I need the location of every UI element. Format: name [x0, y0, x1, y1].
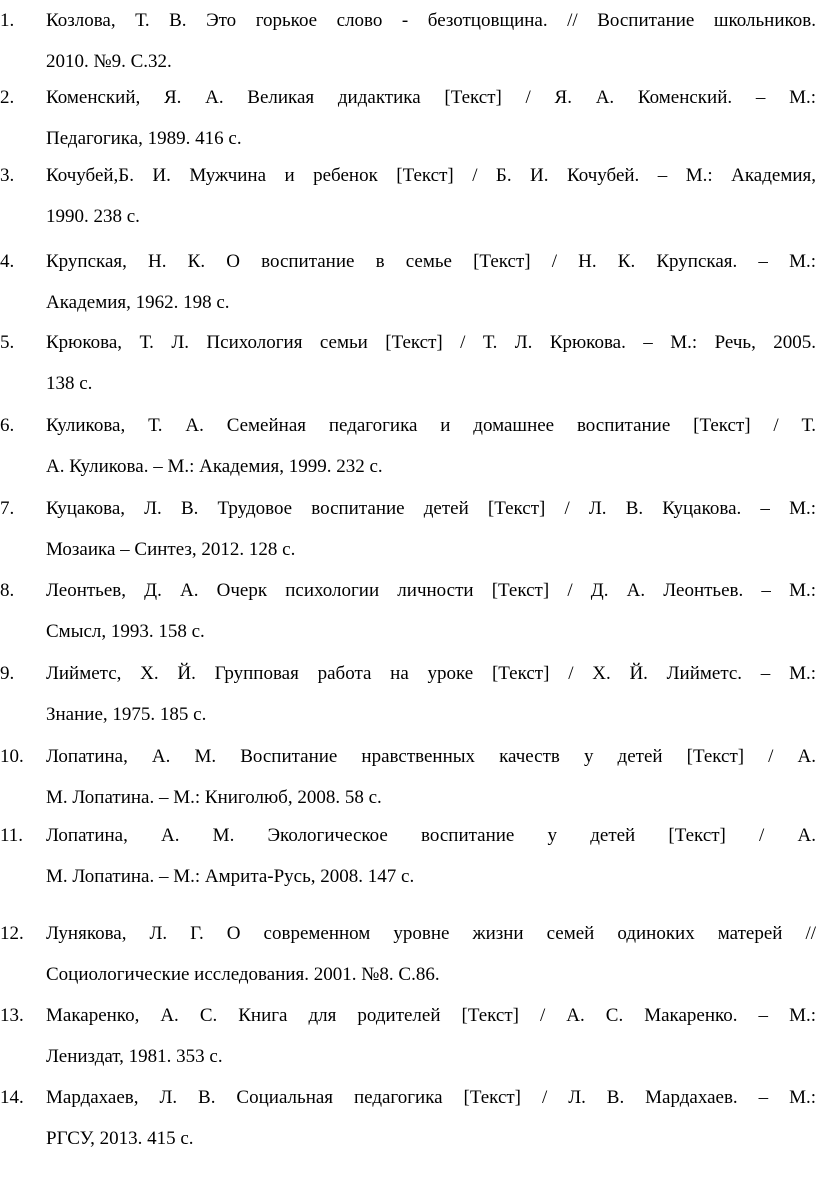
reference-line: Лопатина, А. М. Воспитание нравственных качеств у детей [Текст] / А. [46, 746, 816, 767]
reference-text [46, 0, 816, 82]
reference-number: 11. [0, 825, 24, 846]
reference-text [46, 736, 816, 818]
reference-line: Мозаика – Синтез, 2012. 128 с. [46, 539, 296, 560]
reference-line: Мардахаев, Л. В. Социальная педагогика [Текст] / Л. В. Мардахаев. – М.: [46, 1087, 816, 1108]
reference-number: 7. [0, 498, 15, 519]
reference-number: 14. [0, 1087, 24, 1108]
reference-line: Лийметс, Х. Й. Групповая работа на уроке [Текст] / Х. Й. Лийметс. – М.: [46, 663, 816, 684]
reference-line: РГСУ, 2013. 415 с. [46, 1128, 194, 1149]
reference-line: Лопатина, А. М. Экологическое воспитание у детей [Текст] / А. [46, 825, 816, 846]
reference-line: Куцакова, Л. В. Трудовое воспитание детей [Текст] / Л. В. Куцакова. – М.: [46, 498, 816, 519]
reference-line: 1990. 238 с. [46, 206, 140, 227]
reference-text [46, 322, 816, 404]
reference-number: 12. [0, 923, 24, 944]
reference-line: Смысл, 1993. 158 с. [46, 621, 205, 642]
reference-number: 5. [0, 332, 15, 353]
reference-line: Козлова, Т. В. Это горькое слово - безотцовщина. // Воспитание школьников. [46, 10, 816, 31]
reference-text [46, 1077, 816, 1159]
reference-text [46, 155, 816, 237]
reference-line: А. Куликова. – М.: Академия, 1999. 232 с. [46, 456, 383, 477]
reference-line: М. Лопатина. – М.: Книголюб, 2008. 58 с. [46, 787, 382, 808]
reference-text [46, 405, 816, 487]
reference-line: Лунякова, Л. Г. О современном уровне жизни семей одиноких матерей // [46, 923, 816, 944]
reference-line: Знание, 1975. 185 с. [46, 704, 207, 725]
reference-line: Макаренко, А. С. Книга для родителей [Текст] / А. С. Макаренко. – М.: [46, 1005, 816, 1026]
reference-number: 1. [0, 10, 15, 31]
reference-number: 2. [0, 87, 15, 108]
reference-line: Академия, 1962. 198 с. [46, 292, 230, 313]
reference-line: Педагогика, 1989. 416 с. [46, 128, 242, 149]
reference-number: 9. [0, 663, 15, 684]
reference-line: 138 с. [46, 373, 93, 394]
reference-line: Крупская, Н. К. О воспитание в семье [Текст] / Н. К. Крупская. – М.: [46, 251, 816, 272]
reference-line: М. Лопатина. – М.: Амрита-Русь, 2008. 147 с. [46, 866, 415, 887]
reference-text [46, 241, 816, 323]
reference-line: Кочубей,Б. И. Мужчина и ребенок [Текст] / Б. И. Кочубей. – М.: Академия, [46, 165, 816, 186]
reference-number: 6. [0, 415, 15, 436]
reference-text [46, 913, 816, 995]
reference-text [46, 570, 816, 652]
reference-number: 13. [0, 1005, 24, 1026]
reference-line: Куликова, Т. А. Семейная педагогика и домашнее воспитание [Текст] / Т. [46, 415, 816, 436]
reference-text [46, 488, 816, 570]
reference-line: Социологические исследования. 2001. №8. С.86. [46, 964, 440, 985]
reference-line: Коменский, Я. А. Великая дидактика [Текст] / Я. А. Коменский. – М.: [46, 87, 816, 108]
reference-line: 2010. №9. С.32. [46, 51, 172, 72]
reference-text [46, 77, 816, 159]
reference-number: 3. [0, 165, 15, 186]
reference-number: 8. [0, 580, 15, 601]
reference-number: 4. [0, 251, 15, 272]
reference-text [46, 815, 816, 897]
reference-text [46, 653, 816, 735]
reference-line: Крюкова, Т. Л. Психология семьи [Текст] / Т. Л. Крюкова. – М.: Речь, 2005. [46, 332, 816, 353]
reference-number: 10. [0, 746, 24, 767]
reference-line: Лениздат, 1981. 353 с. [46, 1046, 223, 1067]
reference-text [46, 995, 816, 1077]
reference-line: Леонтьев, Д. А. Очерк психологии личности [Текст] / Д. А. Леонтьев. – М.: [46, 580, 816, 601]
